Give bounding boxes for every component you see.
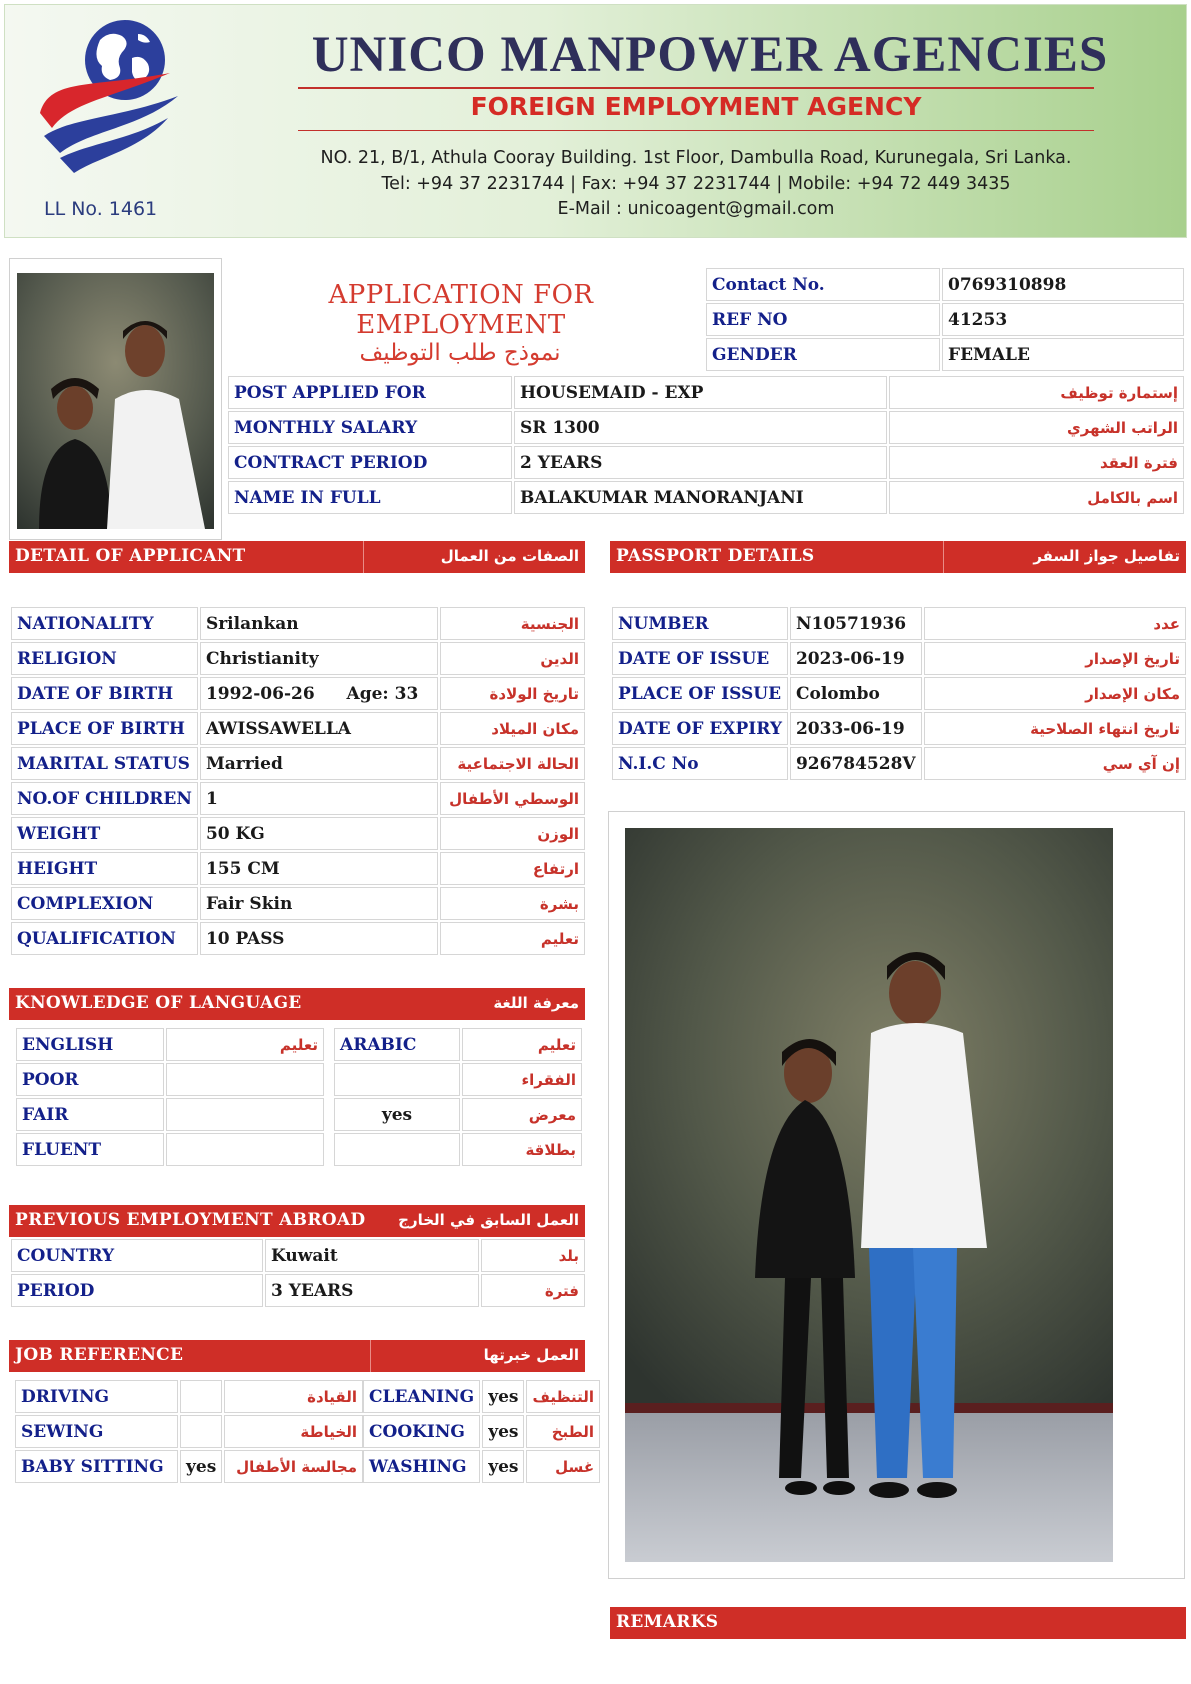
applicant-section-header <box>9 541 585 573</box>
gender-value: FEMALE <box>942 338 1184 371</box>
english-level-value <box>166 1098 324 1131</box>
skill-value: yes <box>482 1450 524 1483</box>
field-label-arabic: الدين <box>440 642 585 675</box>
company-name: UNICO MANPOWER AGENCIES <box>311 27 1109 83</box>
skill-label-arabic: القيادة <box>224 1380 363 1413</box>
section-title-arabic: الصفات من العمال <box>440 547 579 565</box>
field-label: N.I.C No <box>612 747 788 780</box>
period-value: 3 YEARS <box>265 1274 479 1307</box>
divider <box>363 541 364 573</box>
skill-label: SEWING <box>15 1415 178 1448</box>
table-row <box>15 1380 363 1413</box>
section-title: KNOWLEDGE OF LANGUAGE <box>15 993 302 1013</box>
table-row <box>334 1063 582 1096</box>
post-label-arabic: إستمارة توظيف <box>889 376 1184 409</box>
field-label: HEIGHT <box>11 852 198 885</box>
contract-label-arabic: فترة العقد <box>889 446 1184 479</box>
issue-date: 2023-06-19 <box>790 642 922 675</box>
form-title: APPLICATION FOR EMPLOYMENT <box>328 280 594 340</box>
field-value: AWISSAWELLA <box>200 712 438 745</box>
field-label-arabic: إن آي سي <box>924 747 1186 780</box>
divider <box>943 541 944 573</box>
table-row <box>16 1028 324 1061</box>
field-label: DATE OF ISSUE <box>612 642 788 675</box>
job-skills-table-right <box>361 1378 602 1485</box>
table-row <box>11 712 585 745</box>
field-label: DATE OF EXPIRY <box>612 712 788 745</box>
field-label-arabic: مكان الميلاد <box>440 712 585 745</box>
previous-employment-header <box>9 1205 585 1237</box>
level-label: FLUENT <box>16 1133 164 1166</box>
date-of-birth: 1992-06-26 <box>205 683 315 704</box>
field-label-arabic: الجنسية <box>440 607 585 640</box>
level-label-arabic: الفقراء <box>462 1063 582 1096</box>
table-row <box>334 1098 582 1131</box>
table-row <box>363 1450 600 1483</box>
form-title-arabic: نموذج طلب التوظيف <box>359 340 561 366</box>
table-row <box>334 1133 582 1166</box>
field-label: NUMBER <box>612 607 788 640</box>
gender-label: GENDER <box>706 338 940 371</box>
field-label-arabic: بشرة <box>440 887 585 920</box>
table-row <box>363 1415 600 1448</box>
section-title: REMARKS <box>616 1612 719 1632</box>
table-row <box>11 642 585 675</box>
field-value <box>200 677 438 710</box>
skill-label: BABY SITTING <box>15 1450 178 1483</box>
arabic-heading-arabic: تعليم <box>462 1028 582 1061</box>
table-row <box>16 1133 324 1166</box>
section-title: PREVIOUS EMPLOYMENT ABROAD <box>15 1210 366 1230</box>
skill-label: WASHING <box>363 1450 480 1483</box>
table-row <box>15 1450 363 1483</box>
english-level-value <box>166 1133 324 1166</box>
applicant-photo-full <box>625 828 1113 1562</box>
skill-value <box>180 1415 222 1448</box>
table-row <box>612 677 1186 710</box>
post-value: HOUSEMAID - EXP <box>514 376 887 409</box>
field-value: Srilankan <box>200 607 438 640</box>
field-label: PLACE OF ISSUE <box>612 677 788 710</box>
arabic-table <box>332 1026 584 1168</box>
table-row <box>11 782 585 815</box>
table-row <box>11 922 585 955</box>
field-label-arabic: الوزن <box>440 817 585 850</box>
skill-label-arabic: التنظيف <box>526 1380 600 1413</box>
field-value: Christianity <box>200 642 438 675</box>
previous-employment-table <box>9 1237 587 1309</box>
passport-table <box>610 605 1188 782</box>
field-label: COUNTRY <box>11 1239 263 1272</box>
applicant-photo-small <box>17 273 214 529</box>
table-row <box>11 887 585 920</box>
table-row <box>16 1098 324 1131</box>
table-row <box>363 1380 600 1413</box>
field-label-arabic: عدد <box>924 607 1186 640</box>
ref-label: REF NO <box>706 303 940 336</box>
table-row <box>11 1274 585 1307</box>
field-label-arabic: تعليم <box>440 922 585 955</box>
post-label: POST APPLIED FOR <box>228 376 512 409</box>
skill-label-arabic: مجالسة الأطفال <box>224 1450 363 1483</box>
field-label: PLACE OF BIRTH <box>11 712 198 745</box>
skill-label-arabic: الطبخ <box>526 1415 600 1448</box>
field-label-arabic: الوسطي الأطفال <box>440 782 585 815</box>
section-title: PASSPORT DETAILS <box>616 546 815 566</box>
table-row <box>15 1415 363 1448</box>
field-value: Fair Skin <box>200 887 438 920</box>
divider <box>298 87 1094 89</box>
field-label-arabic: تاريخ الولادة <box>440 677 585 710</box>
contact-label: Contact No. <box>706 268 940 301</box>
skill-label: COOKING <box>363 1415 480 1448</box>
job-reference-header <box>9 1340 585 1372</box>
passport-section-header <box>610 541 1186 573</box>
skill-label-arabic: الخياطة <box>224 1415 363 1448</box>
language-section-header <box>9 988 585 1020</box>
address-line: NO. 21, B/1, Athula Cooray Building. 1st Floor, Dambulla Road, Kurunegala, Sri Lanka. <box>320 148 1072 168</box>
salary-label-arabic: الراتب الشهري <box>889 411 1184 444</box>
salary-value: SR 1300 <box>514 411 887 444</box>
remarks-header <box>610 1607 1186 1639</box>
table-row <box>16 1063 324 1096</box>
table-row <box>334 1028 582 1061</box>
table-row <box>612 747 1186 780</box>
divider <box>370 1340 371 1372</box>
contract-label: CONTRACT PERIOD <box>228 446 512 479</box>
section-title: JOB REFERENCE <box>15 1345 184 1365</box>
field-label-arabic: الحالة الاجتماعية <box>440 747 585 780</box>
table-row <box>228 446 1184 479</box>
field-label: DATE OF BIRTH <box>11 677 198 710</box>
field-value: 1 <box>200 782 438 815</box>
salary-label: MONTHLY SALARY <box>228 411 512 444</box>
section-title: DETAIL OF APPLICANT <box>15 546 246 566</box>
passport-number: N10571936 <box>790 607 922 640</box>
contact-table <box>704 266 1186 373</box>
field-label: MARITAL STATUS <box>11 747 198 780</box>
post-table <box>226 374 1186 516</box>
country-value: Kuwait <box>265 1239 479 1272</box>
level-label: POOR <box>16 1063 164 1096</box>
field-label: QUALIFICATION <box>11 922 198 955</box>
skill-label: DRIVING <box>15 1380 178 1413</box>
table-row <box>11 1239 585 1272</box>
field-value: 155 CM <box>200 852 438 885</box>
contact-number: 0769310898 <box>942 268 1184 301</box>
phone-line: Tel: +94 37 2231744 | Fax: +94 37 2231744 | Mobile: +94 72 449 3435 <box>381 174 1011 194</box>
table-row <box>11 747 585 780</box>
arabic-heading: ARABIC <box>334 1028 460 1061</box>
arabic-level-value: yes <box>334 1098 460 1131</box>
section-title-arabic: تفاصيل جواز السفر <box>1033 547 1180 565</box>
english-level-value <box>166 1063 324 1096</box>
license-number: LL No. 1461 <box>44 198 158 220</box>
section-title-arabic: العمل خبرتها <box>483 1346 579 1364</box>
table-row <box>11 677 585 710</box>
english-heading: ENGLISH <box>16 1028 164 1061</box>
field-label-arabic: تاريخ انتهاء الصلاحية <box>924 712 1186 745</box>
field-label-arabic: تاريخ الإصدار <box>924 642 1186 675</box>
divider <box>298 130 1094 131</box>
table-row <box>612 712 1186 745</box>
full-photo-frame <box>608 811 1185 1579</box>
field-label: NATIONALITY <box>11 607 198 640</box>
skill-value <box>180 1380 222 1413</box>
table-row <box>706 338 1184 371</box>
email-line: E-Mail : unicoagent@gmail.com <box>557 199 835 219</box>
table-row <box>612 607 1186 640</box>
skill-label: CLEANING <box>363 1380 480 1413</box>
agency-subtitle: FOREIGN EMPLOYMENT AGENCY <box>470 92 922 121</box>
section-title-arabic: العمل السابق في الخارج <box>398 1211 579 1229</box>
field-value: 10 PASS <box>200 922 438 955</box>
section-title-arabic: معرفة اللغة <box>493 994 579 1012</box>
level-label-arabic: معرض <box>462 1098 582 1131</box>
field-label: RELIGION <box>11 642 198 675</box>
expiry-date: 2033-06-19 <box>790 712 922 745</box>
contract-value: 2 YEARS <box>514 446 887 479</box>
ref-number: 41253 <box>942 303 1184 336</box>
arabic-level-value <box>334 1063 460 1096</box>
full-name: BALAKUMAR MANORANJANI <box>514 481 887 514</box>
company-logo <box>30 18 190 178</box>
english-heading-arabic: تعليم <box>166 1028 324 1061</box>
field-label: NO.OF CHILDREN <box>11 782 198 815</box>
level-label: FAIR <box>16 1098 164 1131</box>
table-row <box>11 852 585 885</box>
arabic-level-value <box>334 1133 460 1166</box>
applicant-table <box>9 605 587 957</box>
field-value: 50 KG <box>200 817 438 850</box>
table-row <box>228 411 1184 444</box>
table-row <box>11 607 585 640</box>
name-label: NAME IN FULL <box>228 481 512 514</box>
field-label-arabic: فترة <box>481 1274 585 1307</box>
nic-number: 926784528V <box>790 747 922 780</box>
field-value: Married <box>200 747 438 780</box>
table-row <box>11 817 585 850</box>
field-label: WEIGHT <box>11 817 198 850</box>
age: Age: 33 <box>346 683 419 704</box>
table-row <box>228 376 1184 409</box>
field-label-arabic: بلد <box>481 1239 585 1272</box>
issue-place: Colombo <box>790 677 922 710</box>
table-row <box>228 481 1184 514</box>
name-label-arabic: اسم بالكامل <box>889 481 1184 514</box>
level-label-arabic: بطلاقة <box>462 1133 582 1166</box>
table-row <box>706 303 1184 336</box>
job-skills-table-left <box>13 1378 365 1485</box>
field-label: COMPLEXION <box>11 887 198 920</box>
skill-label-arabic: غسل <box>526 1450 600 1483</box>
table-row <box>612 642 1186 675</box>
field-label: PERIOD <box>11 1274 263 1307</box>
skill-value: yes <box>482 1380 524 1413</box>
english-table <box>14 1026 326 1168</box>
skill-value: yes <box>482 1415 524 1448</box>
passport-photo-frame <box>9 258 222 540</box>
skill-value: yes <box>180 1450 222 1483</box>
field-label-arabic: مكان الإصدار <box>924 677 1186 710</box>
field-label-arabic: ارتفاع <box>440 852 585 885</box>
table-row <box>706 268 1184 301</box>
